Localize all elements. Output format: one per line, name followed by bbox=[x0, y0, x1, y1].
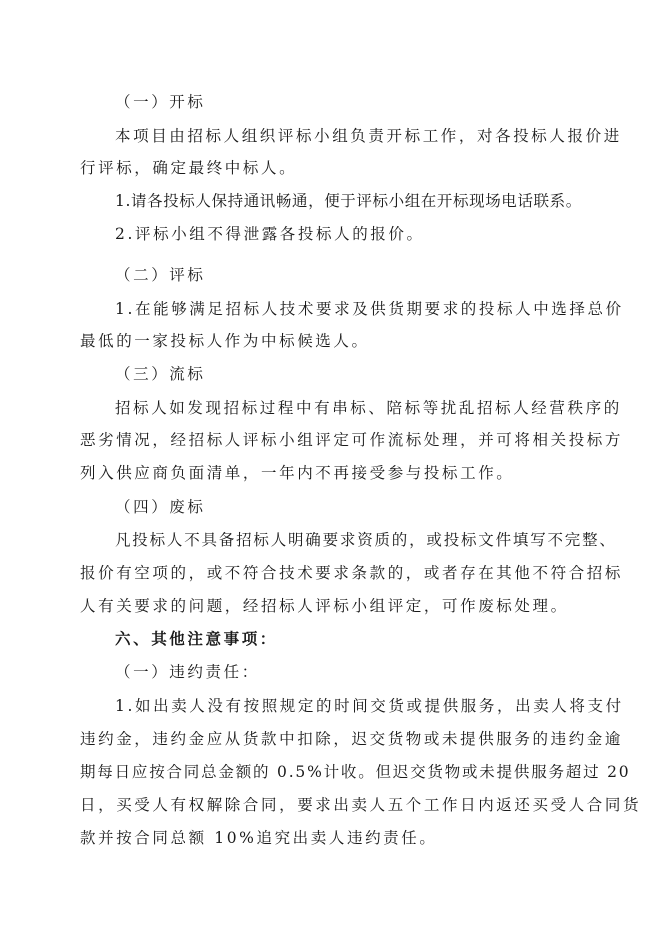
document-line: 期每日应按合同总金额的 0.5%计收。但迟交货物或未提供服务超过 20 bbox=[80, 763, 631, 781]
document-line: 1.请各投标人保持通讯畅通，便于评标小组在开标现场电话联系。 bbox=[115, 192, 582, 210]
document-line: （二）评标 bbox=[115, 266, 206, 284]
document-line: 2.评标小组不得泄露各投标人的报价。 bbox=[115, 225, 425, 243]
document-line: 人有关要求的问题，经招标人评标小组评定，可作废标处理。 bbox=[80, 597, 569, 615]
section-heading: 六、其他注意事项： bbox=[115, 629, 278, 648]
document-line: 列入供应商负面清单，一年内不再接受参与投标工作。 bbox=[80, 464, 515, 482]
document-line: 凡投标人不具备招标人明确要求资质的，或投标文件填写不完整、 bbox=[115, 531, 617, 549]
document-line: 恶劣情况，经招标人评标小组评定可作流标处理，并可将相关投标方 bbox=[80, 431, 624, 449]
document-line: （一）违约责任： bbox=[115, 663, 260, 681]
document-line: 最低的一家投标人作为中标候选人。 bbox=[80, 332, 370, 350]
document-line: 日，买受人有权解除合同，要求出卖人五个工作日内返还买受人合同货 bbox=[80, 796, 642, 814]
document-line: 违约金，违约金应从货款中扣除，迟交货物或未提供服务的违约金逾 bbox=[80, 730, 624, 748]
document-line: 款并按合同总额 10%追究出卖人违约责任。 bbox=[80, 829, 438, 847]
document-line: 行评标，确定最终中标人。 bbox=[80, 159, 298, 177]
document-line: （一）开标 bbox=[115, 93, 206, 111]
document-line: （四）废标 bbox=[115, 498, 206, 516]
document-line: 1.如出卖人没有按照规定的时间交货或提供服务，出卖人将支付 bbox=[115, 697, 624, 715]
document-line: 招标人如发现招标过程中有串标、陪标等扰乱招标人经营秩序的 bbox=[115, 399, 622, 417]
document-line: 报价有空项的，或不符合技术要求条款的，或者存在其他不符合招标 bbox=[80, 564, 624, 582]
document-line: 本项目由招标人组织评标小组负责开标工作，对各投标人报价进 bbox=[115, 127, 622, 145]
document-line: （三）流标 bbox=[115, 365, 206, 383]
document-line: 1.在能够满足招标人技术要求及供货期要求的投标人中选择总价 bbox=[115, 300, 624, 318]
